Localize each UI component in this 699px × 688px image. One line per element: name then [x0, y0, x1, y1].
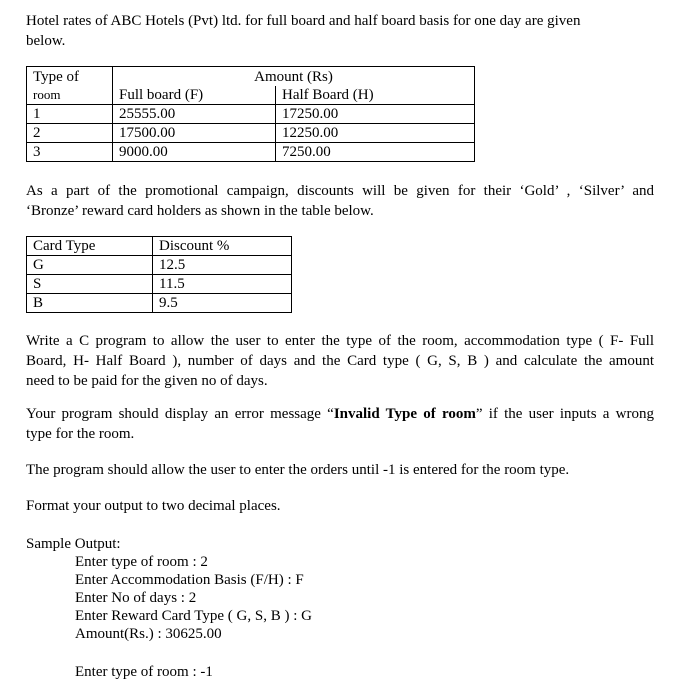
- error-line-2: type for the room.: [26, 426, 135, 442]
- task-paragraph: [26, 331, 654, 391]
- room-rates-table: [26, 66, 475, 162]
- intro-line-1: Hotel rates of ABC Hotels (Pvt) ltd. for full board and half board basis for one day are given: [26, 13, 581, 29]
- sample-line: Enter Accommodation Basis (F/H) : F: [75, 572, 304, 588]
- header-type-bottom: room: [33, 87, 61, 102]
- intro-paragraph: [26, 11, 654, 51]
- discount-cell: 11.5: [153, 275, 292, 294]
- header-card-type: Card Type: [27, 237, 153, 256]
- promo-paragraph: [26, 181, 654, 221]
- error-line-1-post: ” if the user inputs a wrong: [475, 406, 654, 422]
- promo-line-2: ‘Bronze’ reward card holders as shown in the table below.: [26, 203, 374, 219]
- loop-text: The program should allow the user to enter the orders until -1 is entered for the room type.: [26, 462, 570, 478]
- format-text: Format your output to two decimal places.: [26, 498, 281, 514]
- header-full-board: Full board (F): [113, 86, 276, 105]
- full-board-cell: 25555.00: [113, 105, 276, 124]
- header-discount: Discount %: [153, 237, 292, 256]
- sample-output-title: Sample Output:: [26, 536, 121, 552]
- error-line-1-pre: Your program should display an error message “: [26, 406, 334, 422]
- sample-line: Enter Reward Card Type ( G, S, B ) : G: [75, 608, 312, 624]
- half-board-cell: 12250.00: [276, 124, 475, 143]
- full-board-cell: 9000.00: [113, 143, 276, 162]
- error-message-paragraph: [26, 404, 654, 444]
- task-line-2: Board, H- Half Board ), number of days and the Card type ( G, S, B ) and calculate the amount: [26, 353, 654, 369]
- table-row: [27, 256, 292, 275]
- card-type-cell: B: [27, 294, 153, 313]
- table-row: [27, 143, 475, 162]
- table-row: [27, 275, 292, 294]
- full-board-cell: 17500.00: [113, 124, 276, 143]
- half-board-cell: 7250.00: [276, 143, 475, 162]
- format-paragraph: [26, 496, 654, 516]
- card-type-cell: G: [27, 256, 153, 275]
- loop-paragraph: [26, 460, 654, 480]
- error-message-text: Invalid Type of room: [333, 406, 476, 422]
- error-line-1: [26, 404, 654, 424]
- header-type-top: Type of: [33, 69, 80, 85]
- room-type-cell: 1: [27, 105, 113, 124]
- discount-cell: 9.5: [153, 294, 292, 313]
- sample-line: Enter type of room : 2: [75, 554, 208, 570]
- table-row: [27, 294, 292, 313]
- table-row: [27, 105, 475, 124]
- room-type-cell: 2: [27, 124, 113, 143]
- promo-line-1: As a part of the promotional campaign, discounts will be given for their ‘Gold’ , ‘Silver’ and: [26, 183, 654, 199]
- header-half-board: Half Board (H): [276, 86, 475, 105]
- table-row: [27, 124, 475, 143]
- task-line-1: Write a C program to allow the user to enter the type of the room, accommodation type ( F- Full: [26, 333, 654, 349]
- card-discount-table: [26, 236, 292, 313]
- room-type-cell: 3: [27, 143, 113, 162]
- half-board-cell: 17250.00: [276, 105, 475, 124]
- discount-cell: 12.5: [153, 256, 292, 275]
- sample-line: Amount(Rs.) : 30625.00: [75, 626, 222, 642]
- task-line-3: need to be paid for the given no of days.: [26, 373, 268, 389]
- sample-last-line: Enter type of room : -1: [75, 664, 213, 680]
- header-amount: Amount (Rs): [113, 67, 475, 86]
- sample-line: Enter No of days : 2: [75, 590, 197, 606]
- intro-line-2: below.: [26, 33, 66, 49]
- header-type-of-room: [27, 67, 113, 105]
- card-type-cell: S: [27, 275, 153, 294]
